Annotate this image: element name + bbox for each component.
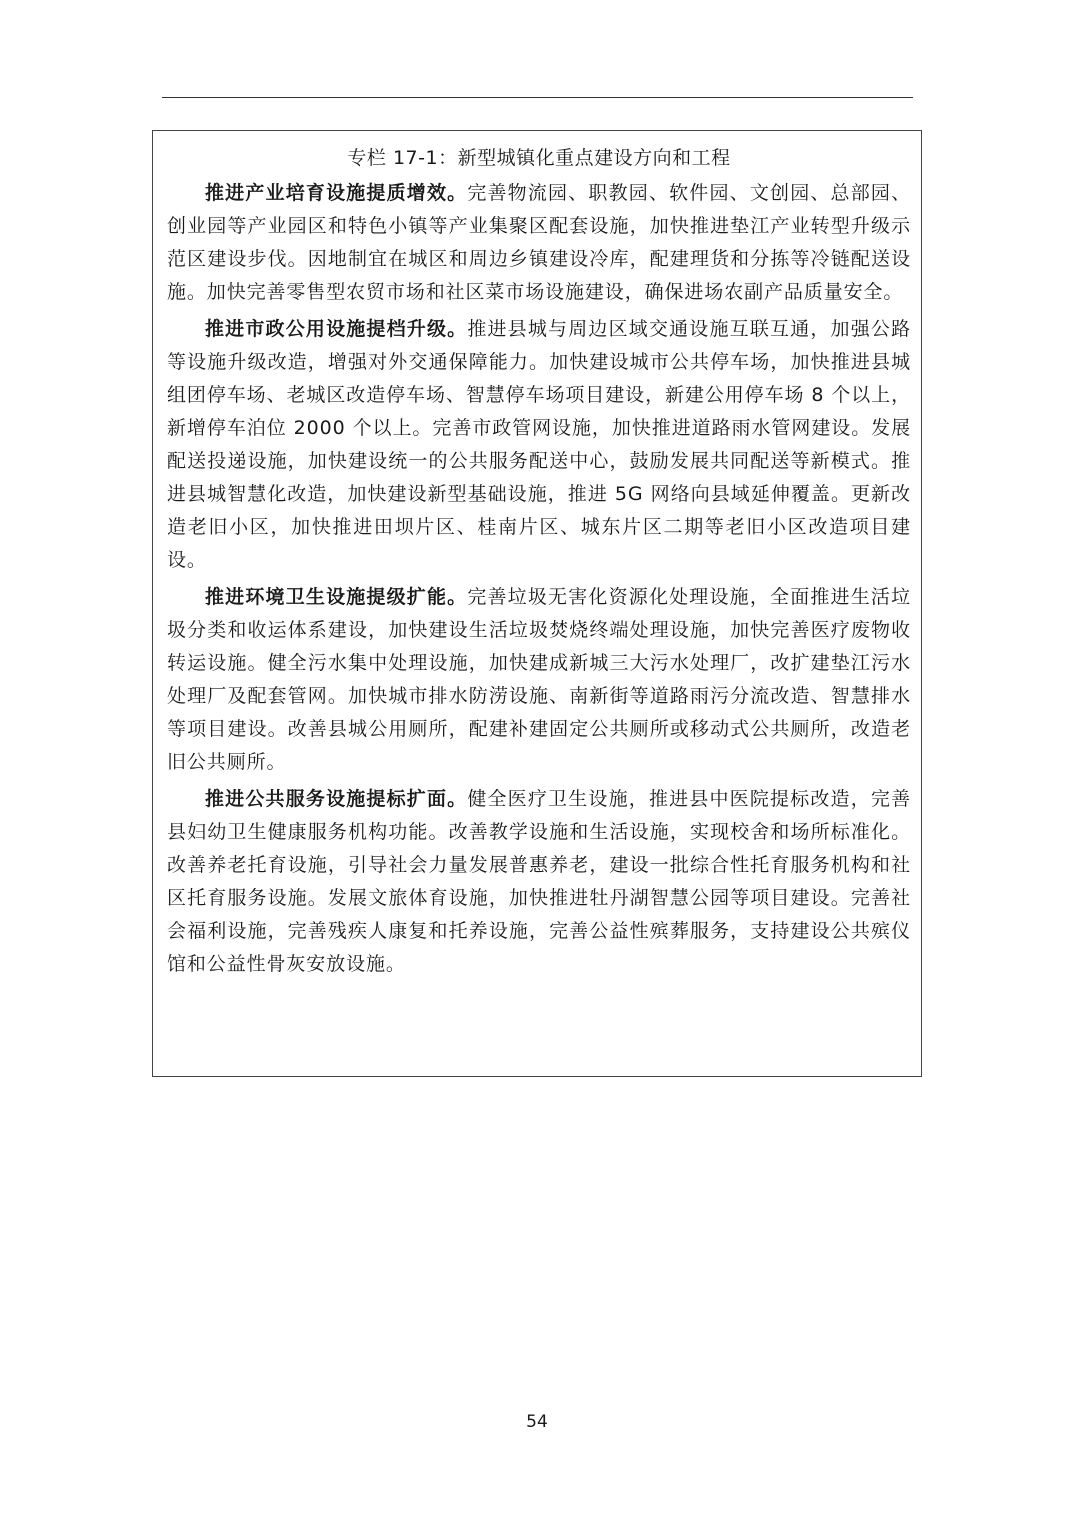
feature-box <box>152 130 922 1077</box>
paragraph-body: 完善物流园、职教园、软件园、文创园、总部园、创业园等产业园区和特色小镇等产业集聚区配套设施，加快推进垫江产业转型升级示范区建设步伐。因地制宜在城区和周边乡镇建设冷库，配建理货和分拣等冷链配送设施。加快完善零售型农贸市场和社区菜市场设施建设，确保进场农副产品质量安全。 <box>167 182 911 303</box>
box-title: 专栏 17-1：新型城镇化重点建设方向和工程 <box>347 147 731 169</box>
paragraph-lead: 推进市政公用设施提档升级。 <box>205 318 468 340</box>
paragraph-municipal <box>167 313 911 577</box>
header-rule <box>162 97 913 98</box>
paragraph-lead: 推进环境卫生设施提级扩能。 <box>205 586 468 608</box>
paragraph-lead: 推进公共服务设施提标扩面。 <box>205 788 468 810</box>
paragraph-lead: 推进产业培育设施提质增效。 <box>205 182 468 204</box>
paragraph-public-service <box>167 783 911 981</box>
paragraph-sanitation <box>167 581 911 779</box>
paragraph-industry <box>167 177 911 309</box>
paragraph-body: 健全医疗卫生设施，推进县中医院提标改造，完善县妇幼卫生健康服务机构功能。改善教学设施和生活设施，实现校舍和场所标准化。改善养老托育设施，引导社会力量发展普惠养老，建设一批综合性托育服务机构和社区托育服务设施。发展文旅体育设施，加快推进牡丹湖智慧公园等项目建设。完善社会福利设施，完善残疾人康复和托养设施，完善公益性殡葬服务，支持建设公共殡仪馆和公益性骨灰安放设施。 <box>167 788 911 975</box>
page-number: 54 <box>526 1412 548 1432</box>
paragraph-body: 推进县城与周边区域交通设施互联互通，加强公路等设施升级改造，增强对外交通保障能力。加快建设城市公共停车场，加快推进县城组团停车场、老城区改造停车场、智慧停车场项目建设，新建公用停车场 8 个以上，新增停车泊位 2000 个以上。完善市政管网设施，加快推进道路雨水管网建设。发展配送投递设施，加快建设统一的公共服务配送中心，鼓励发展共同配送等新模式。推进县城智慧化改造，加快建设新型基础设施，推进 5G 网络向县域延伸覆盖。更新改造老旧小区，加快推进田坝片区、桂南片区、城东片区二期等老旧小区改造项目建设。 <box>167 318 911 571</box>
paragraph-body: 完善垃圾无害化资源化处理设施，全面推进生活垃圾分类和收运体系建设，加快建设生活垃圾焚烧终端处理设施，加快完善医疗废物收转运设施。健全污水集中处理设施，加快建成新城三大污水处理厂，改扩建垫江污水处理厂及配套管网。加快城市排水防涝设施、南新街等道路雨污分流改造、智慧排水等项目建设。改善县城公用厕所，配建补建固定公共厕所或移动式公共厕所，改造老旧公共厕所。 <box>167 586 911 773</box>
